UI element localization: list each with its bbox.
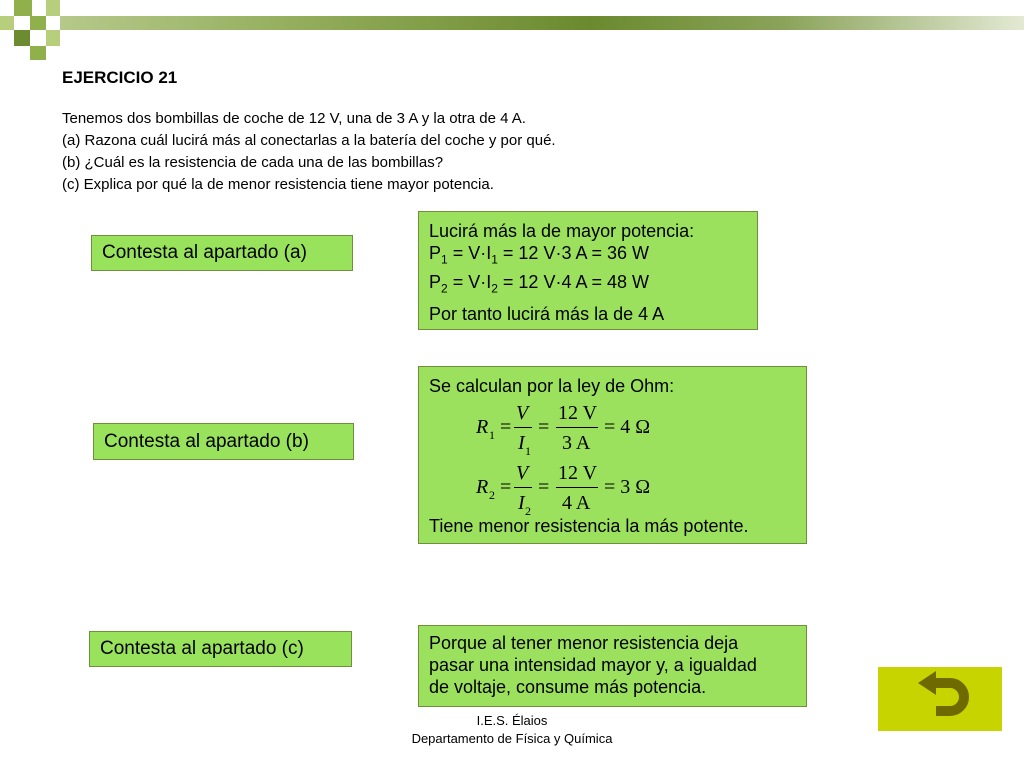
equation-r1 [476,400,676,460]
answer-c-box [418,625,807,707]
exercise-statement [62,108,556,196]
decor-square [46,0,60,16]
p2-mid: = V·I [447,271,492,292]
answer-a-box [418,211,758,330]
p1-label: P [429,243,442,263]
r1-den2: 3 A [562,432,591,454]
answer-a-p2 [429,271,747,300]
r2-symbol: R [476,476,489,498]
r2-bar1 [514,487,532,488]
statement-line: (c) Explica por qué la de menor resistencia tiene mayor potencia. [62,176,494,193]
p1-sub: 1 [441,252,448,267]
exercise-title: EJERCICIO 21 [62,68,178,87]
p1-mid: = V·I [447,243,492,263]
p2-rest: = 12 V·4 A = 48 W [497,271,649,292]
decor-square [30,16,46,30]
r1-den1: I [518,432,525,454]
r2-eq2: = [538,476,550,498]
r1-eq: = [500,416,512,438]
statement-line: (b) ¿Cuál es la resistencia de cada una de las bombillas? [62,154,444,171]
r2-den2: 4 A [562,492,591,514]
r1-eq2: = [538,416,550,438]
r1-result: = 4 Ω [604,416,651,438]
answer-b-intro: Se calculan por la ley de Ohm: [429,376,675,396]
p1-rest: = 12 V·3 A = 36 W [497,243,649,263]
r1-bar2 [556,427,598,428]
r2-num1: V [516,462,529,484]
statement-line: Tenemos dos bombillas de coche de 12 V, una de 3 A y la otra de 4 A. [62,110,526,127]
r1-sub: 1 [489,428,495,442]
p2-sub2: 2 [491,281,498,296]
r1-den1-sub: 1 [525,444,531,458]
equation-r2 [476,460,676,520]
statement-line: (a) Razona cuál lucirá más al conectarlas a la batería del coche y por qué. [62,132,556,149]
r1-bar1 [514,427,532,428]
r1-num1: V [516,402,529,424]
r2-result: = 3 Ω [604,476,651,498]
answer-a-button[interactable]: Contesta al apartado (a) [91,235,353,271]
decor-square [46,30,60,46]
answer-a-line1: Lucirá más la de mayor potencia: [429,221,695,241]
answer-c-button[interactable]: Contesta al apartado (c) [89,631,352,667]
p2-sub: 2 [441,281,448,296]
decor-square [30,46,46,60]
answer-b-button[interactable]: Contesta al apartado (b) [93,423,354,460]
footer-department: Departamento de Física y Química [411,731,613,746]
r2-sub: 2 [489,488,495,502]
r2-num2: 12 V [558,462,598,484]
header-gradient-bar [60,16,1024,30]
answer-a-conclusion: Por tanto lucirá más la de 4 A [429,304,665,325]
r1-symbol: R [476,416,489,438]
r2-den1: I [518,492,525,514]
answer-c-line: de voltaje, consume más potencia. [429,677,707,697]
answer-c-line: pasar una intensidad mayor y, a igualdad [429,655,757,675]
r2-eq: = [500,476,512,498]
decor-square [0,16,14,30]
decor-square [14,30,30,46]
r2-den1-sub: 2 [525,504,531,518]
answer-a-p1 [429,242,747,271]
p2-label: P [429,271,442,292]
p1-sub2: 1 [491,252,498,267]
answer-b-conclusion: Tiene menor resistencia la más potente. [429,516,749,536]
answer-c-line: Porque al tener menor resistencia deja [429,633,739,653]
r2-bar2 [556,487,598,488]
footer-school: I.E.S. Élaios [476,713,548,728]
decor-square [14,0,32,16]
r1-num2: 12 V [558,402,598,424]
